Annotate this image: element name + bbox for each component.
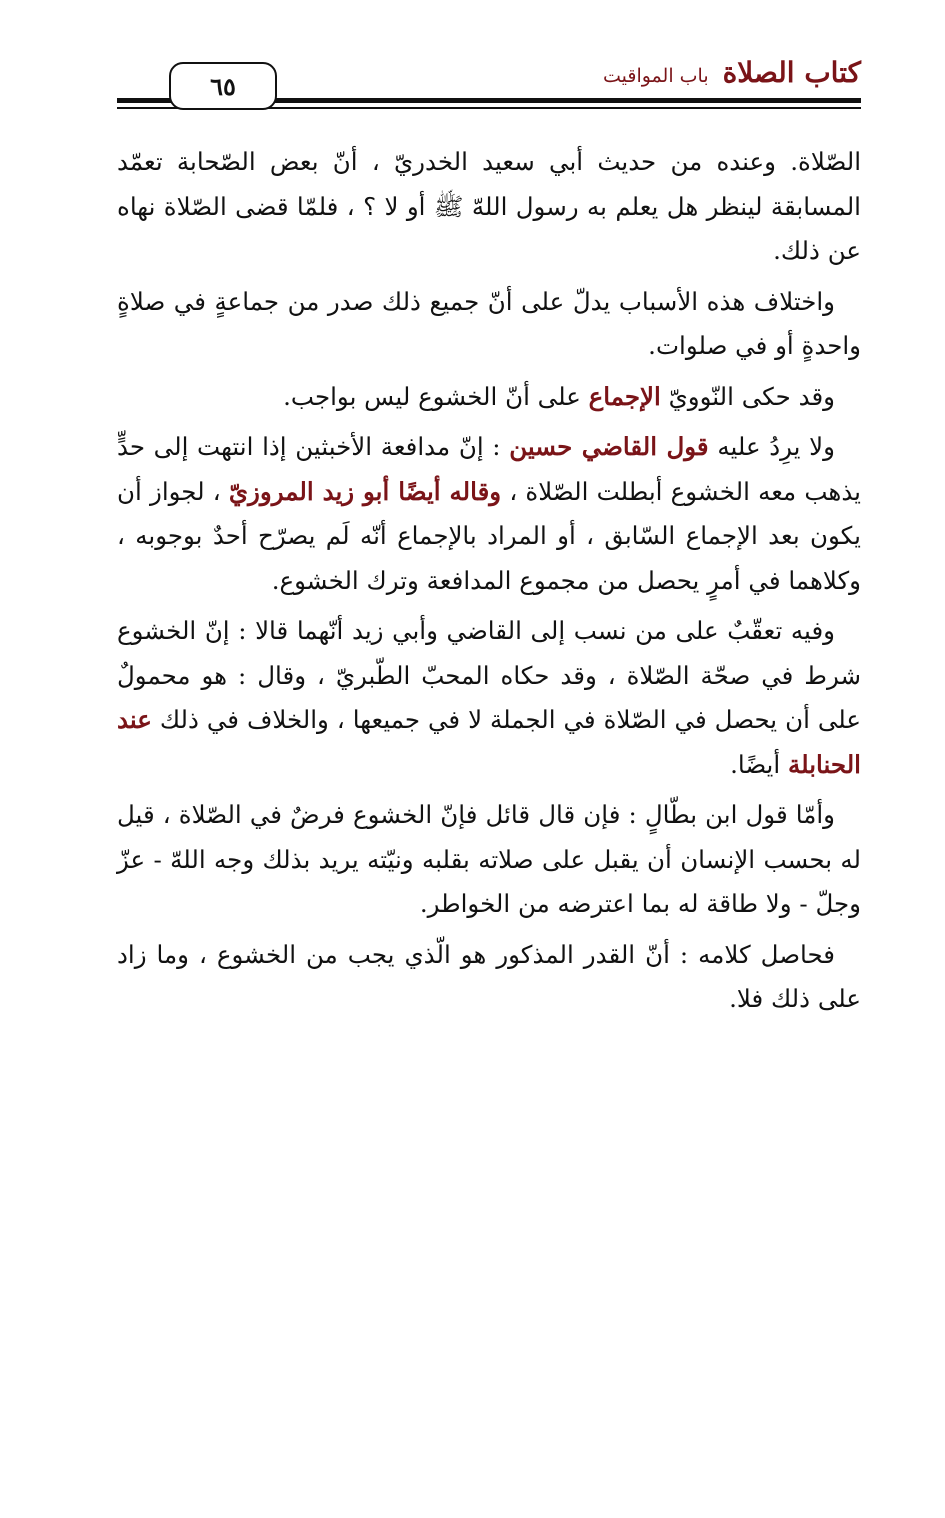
text-segment: على أنّ الخشوع ليس بواجب. xyxy=(283,381,589,411)
paragraph-2 xyxy=(117,280,861,369)
paragraph-7 xyxy=(117,933,861,1022)
paragraph-1 xyxy=(117,140,861,274)
chapter-title: باب المواقيت xyxy=(602,65,709,87)
text-segment: وأمّا قول ابن بطّالٍ : فإن قال قائل فإنّ الخشوع فرضٌ في الصّلاة ، قيل له بحسب الإنسان أن يقبل على صلاته بقلبه ونيّته يريد بذلك وجه اللهّ - عزّ وجلّ - ولا طاقة له بما اعترضه من الخواطر. xyxy=(117,800,861,918)
text-segment: ، لجواز أن يكون بعد الإجماع السّابق ، أو المراد بالإجماع أنّه لَم يصرّح أحدٌ بوجوبه ، وكلاهما في أمرٍ يحصل من مجموع المدافعة وترك الخشوع. xyxy=(117,476,861,595)
highlighted-term: عند الحنابلة xyxy=(117,705,861,779)
paragraph-6 xyxy=(117,793,861,927)
book-title: كتاب الصلاة xyxy=(722,56,861,89)
text-segment: فحاصل كلامه : أنّ القدر المذكور هو الّذي يجب من الخشوع ، وما زاد على ذلك فلا. xyxy=(117,939,861,1013)
paragraph-3 xyxy=(117,375,861,420)
running-head xyxy=(603,56,861,89)
highlighted-term: الإجماع xyxy=(588,381,661,411)
text-segment: : إنّ مدافعة الأخبثين إذا انتهت إلى حدٍّ يذهب معه الخشوع أبطلت الصّلاة ، xyxy=(117,432,861,506)
paragraph-5 xyxy=(117,609,861,787)
page-header xyxy=(117,52,861,122)
text-segment: وقد حكى النّوويّ xyxy=(660,381,835,411)
body-text xyxy=(117,140,861,1028)
page-number: ٦٥ xyxy=(169,62,277,110)
text-segment: ولا يرِدُ عليه xyxy=(708,432,835,461)
text-segment: أيضًا. xyxy=(730,749,788,779)
highlighted-term: قول القاضي حسين xyxy=(509,432,709,461)
text-segment: الصّلاة. وعنده من حديث أبي سعيد الخدريّ ، أنّ بعض الصّحابة تعمّد المسابقة لينظر هل يعلم به رسول اللهّ ﷺ أو لا ؟ ، فلمّا قضى الصّلاة نهاه عن ذلك. xyxy=(117,147,861,265)
paragraph-4 xyxy=(117,425,861,603)
text-segment: وفيه تعقّبٌ على من نسب إلى القاضي وأبي زيد أنّهما قالا : إنّ الخشوع شرط في صحّة الصّلاة ، وقد حكاه المحبّ الطّبريّ ، وقال : هو محمولٌ على أن يحصل في الصّلاة في الجملة لا في جميعها ، والخلاف في ذلك xyxy=(117,616,861,734)
highlighted-term: وقاله أيضًا أبو زيد المروزيّ xyxy=(228,476,502,506)
text-segment: واختلاف هذه الأسباب يدلّ على أنّ جميع ذلك صدر من جماعةٍ في صلاةٍ واحدةٍ أو في صلوات. xyxy=(117,286,861,360)
